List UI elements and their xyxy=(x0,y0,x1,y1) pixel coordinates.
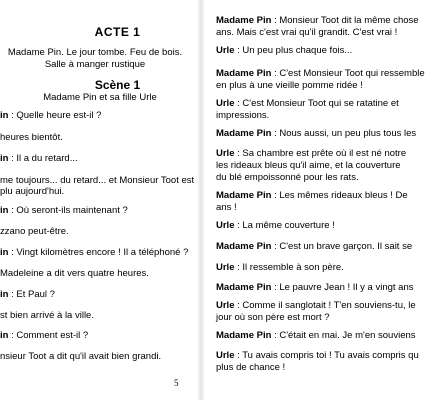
dialogue-text: : Il ressemble à son père. xyxy=(234,262,344,273)
dialogue-text: : C'était en mai. Je m'en souviens xyxy=(271,330,416,341)
speaker-name: in xyxy=(0,153,9,164)
dialogue-text: : Il a du retard... xyxy=(8,153,78,164)
dialogue-text: zzano peut-être. xyxy=(0,226,69,237)
speaker-name: Madame Pin xyxy=(216,190,272,201)
speaker-name: Madame Pin xyxy=(216,128,272,139)
speaker-name: Madame Pin xyxy=(216,15,272,26)
dialogue-text: : Les mêmes rideaux bleus ! De xyxy=(271,190,408,201)
dialogue-line xyxy=(216,148,406,160)
dialogue-text: en plus à une vieille pomme ridée ! xyxy=(216,80,363,91)
page-number: 5 xyxy=(174,378,179,388)
dialogue-text: : Vingt kilomètres encore ! Il a téléphoné ? xyxy=(8,247,189,258)
speaker-name: Urle xyxy=(216,350,235,361)
scene-title: Scène 1 xyxy=(94,78,141,92)
dialogue-line xyxy=(0,247,188,259)
dialogue-line xyxy=(216,15,419,27)
dialogue-line xyxy=(216,45,352,57)
dialogue-text: plus de chance ! xyxy=(216,362,286,373)
dialogue-text: : Nous aussi, un peu plus tous les xyxy=(271,128,417,139)
dialogue-text: : Tu avais compris toi ! Tu avais compris qu xyxy=(234,350,419,361)
act-setting-line-2: Salle à manger rustique xyxy=(44,59,146,70)
dialogue-text: me toujours... du retard... et Monsieur Toot est xyxy=(0,175,195,186)
dialogue-text: Madeleine a dit vers quatre heures. xyxy=(0,268,149,279)
act-setting-line-1: Madame Pin. Le jour tombe. Feu de bois. xyxy=(7,47,183,58)
dialogue-text: st bien arrivé à la ville. xyxy=(0,310,94,321)
dialogue-line xyxy=(0,310,94,322)
dialogue-line xyxy=(216,241,412,253)
dialogue-text: heures bientôt. xyxy=(0,132,63,143)
dialogue-text: : Quelle heure est-il ? xyxy=(8,110,102,121)
dialogue-text: : C'est un brave garçon. Il sait se xyxy=(271,241,413,252)
dialogue-line xyxy=(216,220,335,232)
scene-setting: Madame Pin et sa fille Urle xyxy=(43,92,157,103)
dialogue-line xyxy=(0,205,128,217)
dialogue-line xyxy=(216,282,414,294)
dialogue-text: : Le pauvre Jean ! Il y a vingt ans xyxy=(271,282,414,293)
speaker-name: in xyxy=(0,247,9,258)
dialogue-text: : Où seront-ils maintenant ? xyxy=(8,205,128,216)
act-title: ACTE 1 xyxy=(94,25,141,39)
dialogue-line xyxy=(216,110,269,122)
speaker-name: Urle xyxy=(216,148,235,159)
dialogue-line xyxy=(216,262,344,274)
dialogue-line xyxy=(0,226,69,238)
dialogue-line xyxy=(216,330,416,342)
dialogue-text: : Comment est-il ? xyxy=(8,330,89,341)
speaker-name: Madame Pin xyxy=(216,68,272,79)
dialogue-text: plu aujourd'hui. xyxy=(0,186,65,197)
dialogue-line xyxy=(216,312,330,324)
dialogue-line xyxy=(216,98,399,110)
dialogue-line xyxy=(216,350,419,362)
dialogue-text: : Monsieur Toot dit la même chose xyxy=(271,15,419,26)
speaker-name: in xyxy=(0,110,9,121)
dialogue-line xyxy=(0,351,161,363)
left-page xyxy=(0,0,200,400)
dialogue-line xyxy=(0,132,63,144)
speaker-name: in xyxy=(0,330,9,341)
dialogue-line xyxy=(216,68,425,80)
dialogue-line xyxy=(216,172,359,184)
speaker-name: Madame Pin xyxy=(216,241,272,252)
dialogue-line xyxy=(216,362,285,374)
dialogue-text: : C'est Monsieur Toot qui ressemble xyxy=(271,68,425,79)
dialogue-line xyxy=(216,80,363,92)
dialogue-text: : Comme il sanglotait ! T'en souviens-tu, le xyxy=(234,300,416,311)
dialogue-line xyxy=(0,330,88,342)
speaker-name: Urle xyxy=(216,220,235,231)
speaker-name: Urle xyxy=(216,98,235,109)
dialogue-text: : La même couverture ! xyxy=(234,220,335,231)
speaker-name: in xyxy=(0,205,9,216)
dialogue-line xyxy=(0,289,55,301)
dialogue-line xyxy=(216,128,416,140)
dialogue-text: impressions. xyxy=(216,110,270,121)
dialogue-text: ans ! xyxy=(216,202,237,213)
speaker-name: Madame Pin xyxy=(216,330,272,341)
dialogue-text: : Un peu plus chaque fois... xyxy=(234,45,353,56)
dialogue-line xyxy=(216,190,408,202)
dialogue-line xyxy=(216,202,237,214)
act-setting xyxy=(0,47,190,71)
dialogue-line xyxy=(216,300,416,312)
dialogue-line xyxy=(216,27,397,39)
dialogue-line xyxy=(0,153,78,165)
dialogue-line xyxy=(216,160,401,172)
dialogue-line xyxy=(0,268,149,280)
speaker-name: Urle xyxy=(216,300,235,311)
right-page xyxy=(204,0,425,400)
speaker-name: Urle xyxy=(216,45,235,56)
dialogue-text: : Et Paul ? xyxy=(8,289,55,300)
speaker-name: Madame Pin xyxy=(216,282,272,293)
speaker-name: Urle xyxy=(216,262,235,273)
dialogue-text: : C'est Monsieur Toot qui se ratatine et xyxy=(234,98,399,109)
dialogue-text: ans. Mais c'est vrai qu'il grandit. C'est vrai ! xyxy=(216,27,398,38)
dialogue-text: du blé empoissonné pour les rats. xyxy=(216,172,359,183)
dialogue-text: nsieur Toot a dit qu'il avait bien grandi. xyxy=(0,351,162,362)
speaker-name: in xyxy=(0,289,9,300)
dialogue-line xyxy=(0,186,64,198)
dialogue-text: : Sa chambre est prête où il est né notre xyxy=(234,148,407,159)
dialogue-text: les rideaux bleus qu'il aime, et la couverture xyxy=(216,160,401,171)
dialogue-text: jour où son père est mort ? xyxy=(216,312,330,323)
dialogue-line xyxy=(0,110,101,122)
